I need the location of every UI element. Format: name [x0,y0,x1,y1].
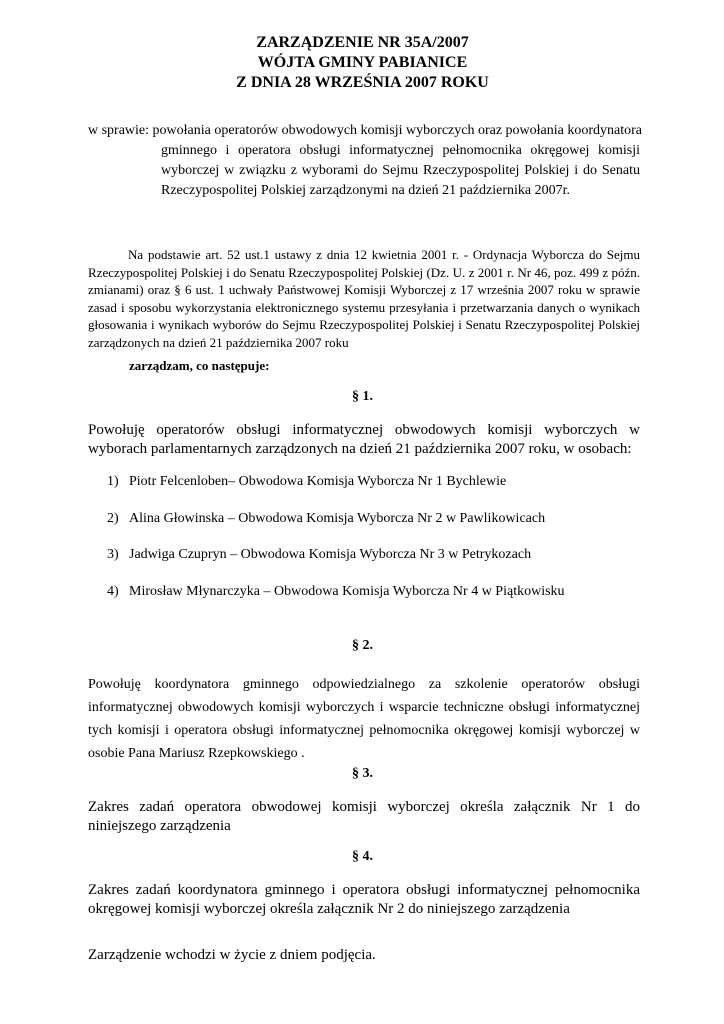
list-item [107,510,545,528]
subject-line-2: wyborczej w związku z wyborami do Sejmu Rzeczypospolitej Polskiej i do Senatu [161,163,640,178]
section-4-text: Zakres zadań koordynatora gminnego i operatora obsługi informatycznej pełnomocnika okręgowej komisji wyborczej określa załącznik Nr 2 do niniejszego zarządzenia [88,882,640,917]
subject-continuation [161,141,640,201]
section-3-text: Zakres zadań operatora obwodowej komisji wyborczej określa załącznik Nr 1 do niniejszego zarządzenia [88,799,640,834]
list-item-number: 1) [107,474,119,489]
subject-lead: w sprawie: powołania operatorów obwodowych komisji wyborczych oraz powołania koordynatora [88,123,643,138]
title-line-1: ZARZĄDZENIE NR 35A/2007 [256,34,469,51]
list-item-number: 3) [107,547,119,562]
list-item [107,473,506,491]
subject-block [88,121,643,201]
section-2-text: Powołuję koordynatora gminnego odpowiedzialnego za szkolenie operatorów obsługi informatycznej obwodowych komisji wyborczych i wsparcie techniczne obsługi informatycznej tych komisji i operatora obsługi informatycznej pełnomocnika okręgowej komisji wyborczej w osobie Pana Mariusz Rzepkowskiego . [88,677,640,761]
closing-statement: Zarządzenie wchodzi w życie z dniem podjęcia. [88,947,376,963]
section-4-heading: § 4. [352,849,373,864]
document-title [88,33,637,93]
subject-line-1: gminnego i operatora obsługi informatycznej pełnomocnika okręgowej komisji [161,143,640,158]
section-1-heading: § 1. [352,389,373,404]
list-item-text: Piotr Felcenloben– Obwodowa Komisja Wyborcza Nr 1 Bychlewie [129,474,507,489]
list-item [107,583,565,601]
legal-basis: Na podstawie art. 52 ust.1 ustawy z dnia 12 kwietnia 2001 r. - Ordynacja Wyborcza do Sejmu Rzeczypospolitej Polskiej i do Senatu Rzeczypospolitej Polskiej (Dz. U. z 2001 r. Nr 46, poz. 499 z późn. zmianami) oraz § 6 ust. 1 uchwały Państwowej Komisji Wyborczej z 17 września 2007 roku w sprawie zasad i sposobu wykorzystania elektronicznego systemu przesyłania i przetwarzania danych o wynikach głosowania i wynikach wyborów do Sejmu Rzeczypospolitej Polskiej i Senatu Rzeczypospolitej Polskiej zarządzonych na dzień 21 października 2007 roku [88,247,640,350]
section-3-heading: § 3. [352,766,373,781]
section-1-text: Powołuję operatorów obsługi informatycznej obwodowych komisji wyborczych w wyborach parlamentarnych zarządzonych na dzień 21 października 2007 roku, w osobach: [88,422,640,457]
title-line-3: Z DNIA 28 WRZEŚNIA 2007 ROKU [236,74,489,91]
list-item-text: Jadwiga Czupryn – Obwodowa Komisja Wyborcza Nr 3 w Petrykozach [129,547,532,562]
list-item-number: 2) [107,511,119,526]
list-item [107,546,531,564]
list-item-text: Mirosław Młynarczyka – Obwodowa Komisja Wyborcza Nr 4 w Piątkowisku [129,584,565,599]
decree-statement: zarządzam, co następuje: [129,358,270,373]
section-2-heading: § 2. [352,638,373,653]
title-line-2: WÓJTA GMINY PABIANICE [257,54,468,71]
subject-line-3: Rzeczypospolitej Polskiej zarządzonymi na dzień 21 października 2007r. [161,183,570,198]
list-item-text: Alina Głowinska – Obwodowa Komisja Wyborcza Nr 2 w Pawlikowicach [129,511,546,526]
list-item-number: 4) [107,584,119,599]
